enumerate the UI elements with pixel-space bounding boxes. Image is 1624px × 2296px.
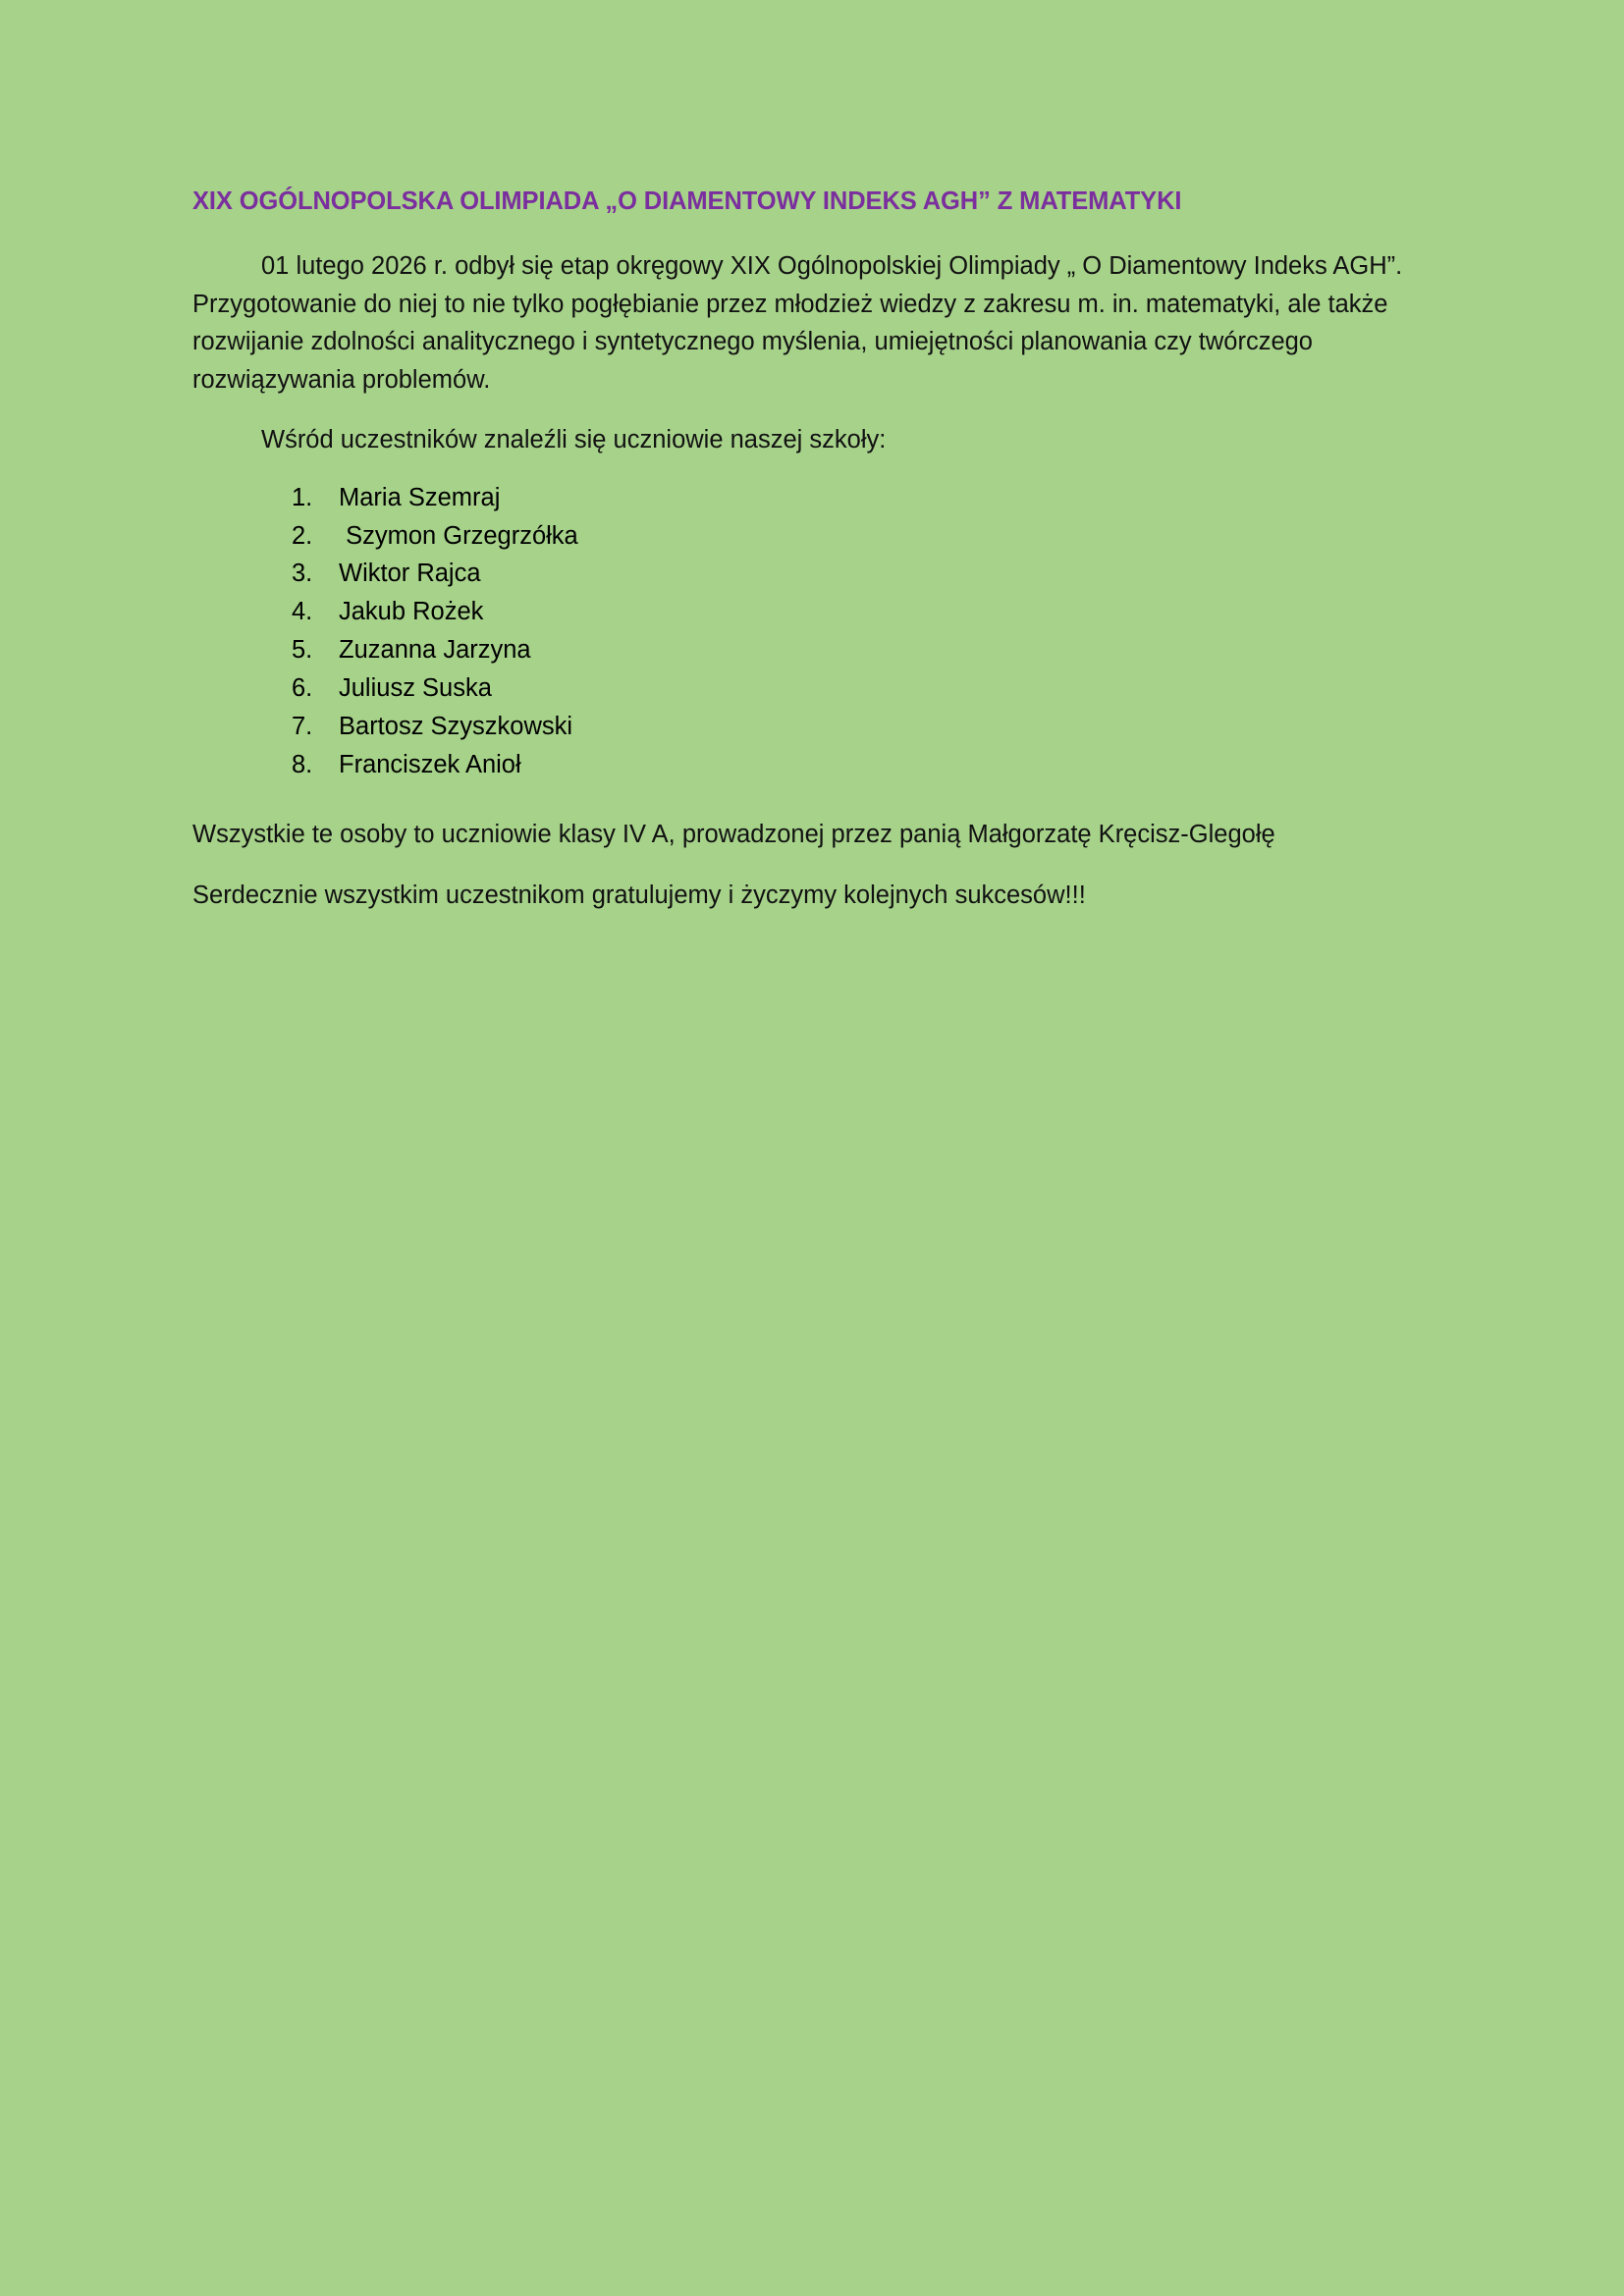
list-item bbox=[192, 635, 1428, 673]
list-item-number: 7. bbox=[292, 712, 313, 740]
list-item bbox=[192, 597, 1428, 635]
list-item bbox=[192, 559, 1428, 597]
list-item-number: 5. bbox=[292, 636, 313, 665]
list-item-number: 2. bbox=[292, 521, 313, 550]
list-item-label: Franciszek Anioł bbox=[339, 750, 521, 778]
list-item-label: Szymon Grzegrzółka bbox=[339, 521, 578, 550]
list-item-number: 4. bbox=[292, 598, 313, 626]
list-item-number: 8. bbox=[292, 750, 313, 778]
list-item bbox=[192, 521, 1428, 560]
list-item-label: Bartosz Szyszkowski bbox=[339, 712, 573, 740]
list-item-label: Juliusz Suska bbox=[339, 674, 492, 702]
list-item-number: 1. bbox=[292, 483, 313, 511]
participants-list bbox=[192, 483, 1428, 788]
list-item bbox=[192, 483, 1428, 521]
list-item-label: Zuzanna Jarzyna bbox=[339, 636, 531, 665]
list-item-label: Maria Szemraj bbox=[339, 483, 501, 511]
list-item bbox=[192, 673, 1428, 712]
intro-paragraph: 01 lutego 2026 r. odbył się etap okręgowy XIX Ogólnopolskiej Olimpiady „ O Diamentowy Indeks AGH”. Przygotowanie do niej to nie tylko pogłębianie przez młodzież wiedzy z zakresu m. in. matematyki, ale także rozwijanie zdolności analitycznego i syntetycznego myślenia, umiejętności planowania czy twórczego rozwiązywania problemów. bbox=[192, 251, 1403, 395]
final-paragraph: Serdecznie wszystkim uczestnikom gratulujemy i życzymy kolejnych sukcesów!!! bbox=[192, 881, 1086, 910]
lead-paragraph: Wśród uczestników znaleźli się uczniowie naszej szkoły: bbox=[261, 425, 887, 454]
list-item bbox=[192, 750, 1428, 788]
list-item bbox=[192, 712, 1428, 750]
closing-paragraph: Wszystkie te osoby to uczniowie klasy IV A, prowadzonej przez panią Małgorzatę Kręcisz-Glegołę bbox=[192, 820, 1275, 848]
list-item-number: 3. bbox=[292, 560, 313, 588]
document-content bbox=[192, 187, 1428, 915]
page-title: XIX OGÓLNOPOLSKA OLIMPIADA „O DIAMENTOWY INDEKS AGH” Z MATEMATYKI bbox=[192, 187, 1182, 215]
list-item-label: Jakub Rożek bbox=[339, 598, 484, 626]
list-item-label: Wiktor Rajca bbox=[339, 560, 481, 588]
list-item-number: 6. bbox=[292, 674, 313, 702]
